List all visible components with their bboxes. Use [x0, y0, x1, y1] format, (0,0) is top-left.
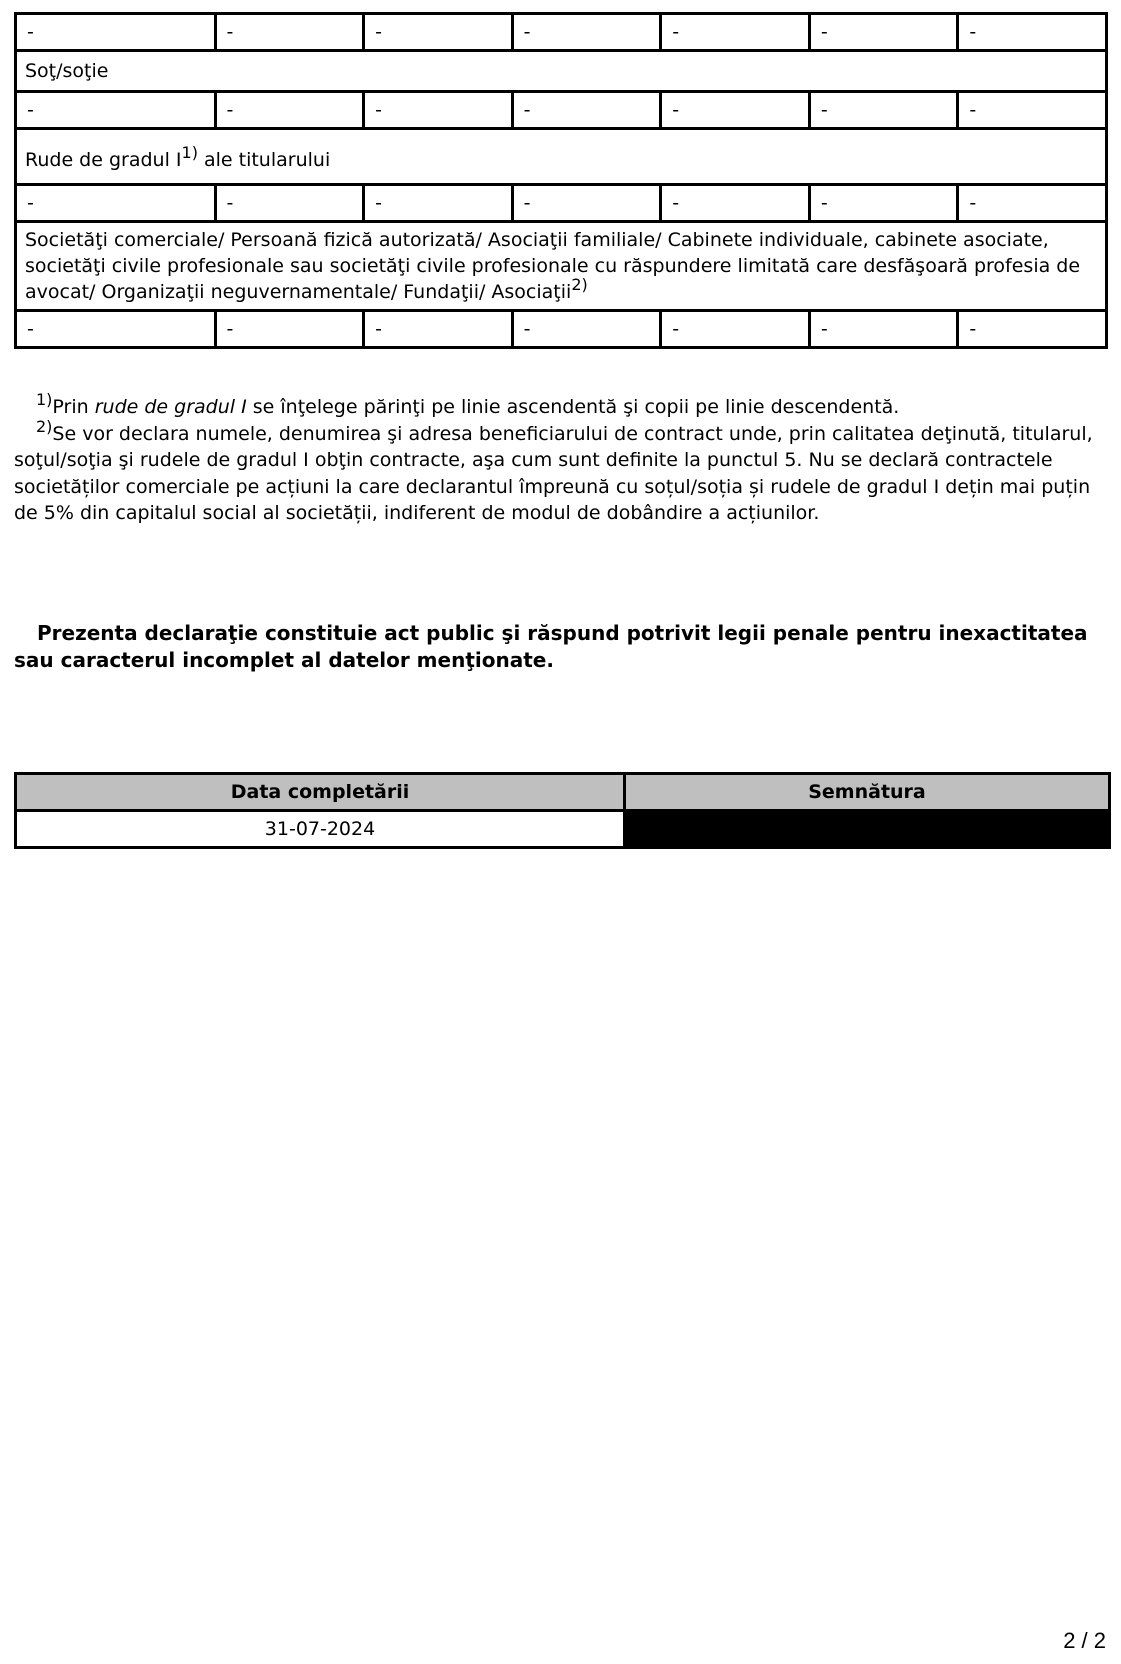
- table-cell: -: [364, 14, 513, 51]
- signature-redacted: [625, 811, 1110, 848]
- section-row-companies: [16, 222, 1107, 311]
- section-label-relatives: [16, 129, 1107, 185]
- table-row: [16, 92, 1107, 129]
- table-cell: -: [16, 185, 216, 222]
- table-cell: -: [661, 92, 810, 129]
- signature-header: Semnătura: [625, 774, 1110, 811]
- table-cell: -: [809, 14, 958, 51]
- table-cell: -: [809, 92, 958, 129]
- table-cell: -: [958, 185, 1107, 222]
- table-cell: -: [512, 185, 661, 222]
- section-label-spouse: Soţ/soţie: [16, 51, 1107, 92]
- section-row-relatives: [16, 129, 1107, 185]
- section-label-relatives-suffix: ale titularului: [197, 149, 331, 171]
- footnote-ref-2: 2): [571, 275, 588, 294]
- table-cell: -: [364, 185, 513, 222]
- page-number: 2 / 2: [1063, 1628, 1106, 1653]
- table-cell: -: [661, 311, 810, 348]
- table-cell: -: [512, 92, 661, 129]
- table-cell: -: [958, 92, 1107, 129]
- footnote-ref-1: 1): [181, 143, 198, 162]
- table-cell: -: [215, 185, 364, 222]
- table-cell: -: [364, 311, 513, 348]
- table-cell: -: [809, 311, 958, 348]
- table-cell: -: [364, 92, 513, 129]
- table-row: [16, 311, 1107, 348]
- table-cell: -: [661, 14, 810, 51]
- table-cell: -: [512, 311, 661, 348]
- section-row-spouse: [16, 51, 1107, 92]
- section-label-relatives-text: Rude de gradul I: [25, 149, 182, 171]
- declaration-statement: Prezenta declaraţie constituie act public şi răspund potrivit legii penale pentru inexactitatea sau caracterul incomplet al datelor menţionate.: [14, 621, 1088, 672]
- table-cell: -: [215, 311, 364, 348]
- table-cell: -: [958, 14, 1107, 51]
- table-cell: -: [16, 14, 216, 51]
- table-cell: -: [16, 311, 216, 348]
- table-row: [16, 14, 1107, 51]
- table-cell: -: [512, 14, 661, 51]
- completion-date: 31-07-2024: [16, 811, 625, 848]
- footnote-2-text: Se vor declara numele, denumirea şi adresa beneficiarului de contract unde, prin calitatea deţinută, titularul, soţul/soţia şi rudele de gradul I obţin contracte, aşa cum sunt definite la punctul 5. Nu se declară contractele societăților comerciale pe acțiuni la care declarantul împreună cu soțul/soția și rudele de gradul I dețin mai puțin de 5% din capitalul social al societății, indiferent de modul de dobândire a acțiunilor.: [14, 422, 1093, 524]
- signature-table: [14, 772, 1111, 849]
- signature-table-row: [16, 811, 1110, 848]
- section-label-companies: [16, 222, 1107, 311]
- footnote-1-prefix: Prin: [52, 396, 95, 418]
- footnote-1-marker: 1): [36, 390, 53, 409]
- signature-table-header: [16, 774, 1110, 811]
- table-cell: -: [16, 92, 216, 129]
- footnote-1: [14, 390, 1110, 421]
- table-row: [16, 185, 1107, 222]
- contracts-table: [14, 12, 1108, 349]
- date-header: Data completării: [16, 774, 625, 811]
- table-cell: -: [809, 185, 958, 222]
- table-cell: -: [958, 311, 1107, 348]
- footnotes: [14, 390, 1110, 527]
- table-cell: -: [661, 185, 810, 222]
- footnote-2-marker: 2): [36, 416, 53, 436]
- table-cell: -: [215, 92, 364, 129]
- footnote-2: [14, 416, 1110, 527]
- footnote-1-italic: rude de gradul I: [94, 396, 247, 418]
- footnote-1-suffix: se înţelege părinţi pe linie ascendentă şi copii pe linie descendentă.: [246, 396, 900, 418]
- table-cell: -: [215, 14, 364, 51]
- section-label-companies-text: Societăţi comerciale/ Persoană fizică autorizată/ Asociaţii familiale/ Cabinete individuale, cabinete asociate, societăţi civile profesionale sau societăţi civile profesionale cu răspundere limitată care desfăşoară profesia de avocat/ Organizaţii neguvernamentale/ Fundaţii/ Asociaţii: [25, 229, 1081, 303]
